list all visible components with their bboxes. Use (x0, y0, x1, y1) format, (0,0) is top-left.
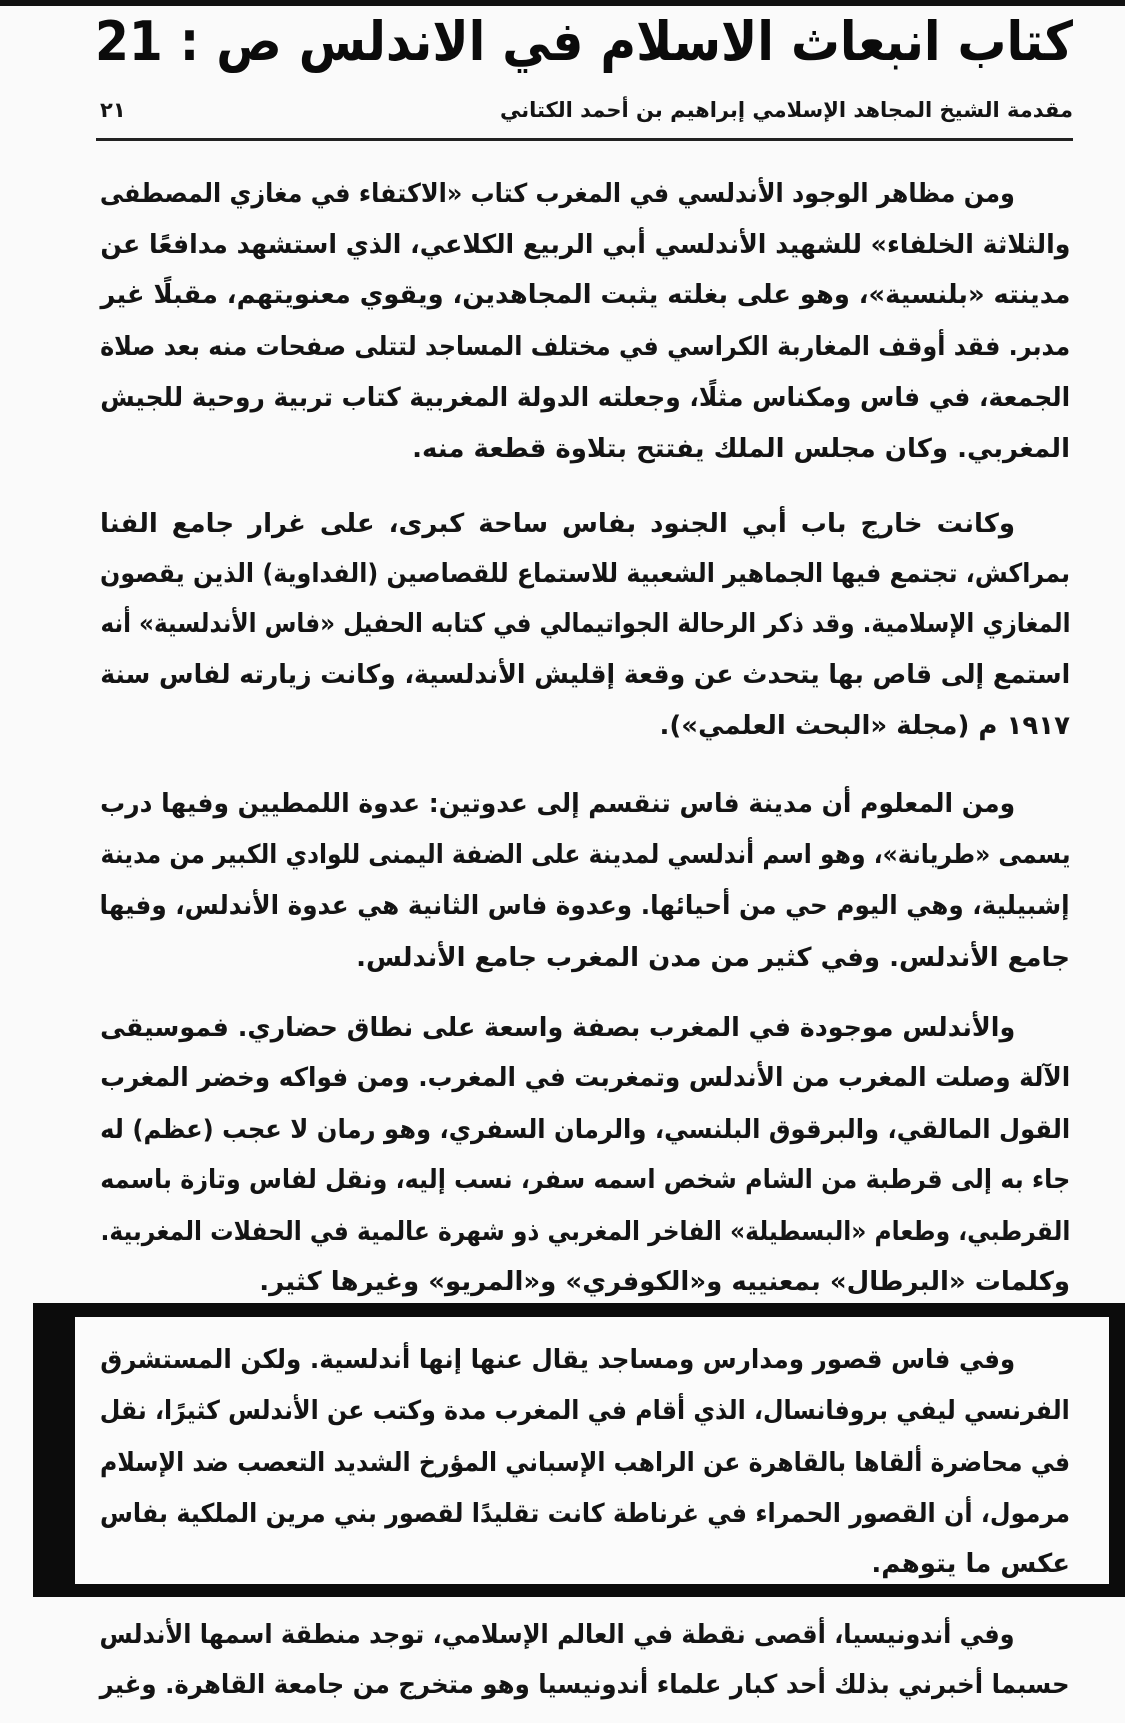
text-line: الفرنسي ليفي بروفانسال، الذي أقام في المغرب مدة وكتب عن الأندلس كثيرًا، نقل (99, 1396, 1070, 1426)
page-title: كتاب انبعاث الاسلام في الاندلس ص : 21 (94, 10, 1073, 73)
text-line: والأندلس موجودة في المغرب بصفة واسعة على نطاق حضاري. فموسيقى (99, 1013, 1015, 1043)
text-line: ومن مظاهر الوجود الأندلسي في المغرب كتاب «الاكتفاء في مغازي المصطفى (100, 179, 1015, 209)
text-line: وكانت خارج باب أبي الجنود بفاس ساحة كبرى، على غرار جامع الفنا (100, 509, 1015, 539)
text-line: في محاضرة ألقاها بالقاهرة عن الراهب الإسباني المؤرخ الشديد التعصب ضد الإسلام (99, 1448, 1070, 1478)
text-line: والثلاثة الخلفاء» للشهيد الأندلسي أبي الربيع الكلاعي، الذي استشهد مدافعًا عن (99, 230, 1070, 260)
text-line: ١٩١٧ م (مجلة «البحث العلمي»). (659, 711, 1070, 741)
text-line: عكس ما يتوهم. (871, 1549, 1070, 1579)
text-line: القرطبي، وطعام «البسطيلة» الفاخر المغربي ذو شهرة عالمية في الحفلات المغربية. (100, 1217, 1070, 1247)
text-line: يسمى «طريانة»، وهو اسم أندلسي لمدينة على الضفة اليمنى للوادي الكبير من مدينة (100, 840, 1070, 870)
text-line: وكلمات «البرطال» بمعنييه و«الكوفري» و«المريو» وغيرها كثير. (259, 1267, 1070, 1297)
text-line: جامع الأندلس. وفي كثير من مدن المغرب جامع الأندلس. (356, 943, 1070, 973)
text-line: الآلة وصلت المغرب من الأندلس وتمغربت في المغرب. ومن فواكه وخضر المغرب (99, 1063, 1070, 1093)
text-line: وفي فاس قصور ومدارس ومساجد يقال عنها إنها أندلسية. ولكن المستشرق (100, 1345, 1015, 1375)
text-line: المغربي. وكان مجلس الملك يفتتح بتلاوة قطعة منه. (412, 434, 1070, 464)
text-line: ومن المعلوم أن مدينة فاس تنقسم إلى عدوتين: عدوة اللمطيين وفيها درب (99, 789, 1015, 819)
running-header-text: مقدمة الشيخ المجاهد الإسلامي إبراهيم بن أحمد الكتاني (499, 98, 1073, 122)
text-line: وفي أندونيسيا، أقصى نقطة في العالم الإسلامي، توجد منطقة اسمها الأندلس (99, 1620, 1015, 1650)
text-line: القول المالقي، والبرقوق البلنسي، والرمان السفري، وهو رمان لا عجب (عظم) له (99, 1115, 1070, 1145)
running-header (100, 92, 1073, 128)
text-line: مدينته «بلنسية»، وهو على بغلته يثبت المجاهدين، ويقوي معنويتهم، مقبلًا غير (100, 280, 1070, 310)
header-rule (96, 138, 1073, 141)
text-line: بمراكش، تجتمع فيها الجماهير الشعبية للاستماع للقصاصين (الفداوية) الذين يقصون (99, 559, 1070, 589)
text-line: حسبما أخبرني بذلك أحد كبار علماء أندونيسيا وهو متخرج من جامعة القاهرة. وغير (99, 1670, 1070, 1700)
text-line: مدبر. فقد أوقف المغاربة الكراسي في مختلف المساجد لتتلى صفحات منه بعد صلاة (99, 332, 1070, 362)
text-line: إشبيلية، وهي اليوم حي من أحيائها. وعدوة فاس الثانية هي عدوة الأندلس، وفيها (99, 891, 1070, 921)
text-line: مرمول، أن القصور الحمراء في غرناطة كانت تقليدًا لقصور بني مرين الملكية بفاس (99, 1499, 1070, 1529)
text-line: جاء به إلى قرطبة من الشام شخص اسمه سفر، نسب إليه، ونقل لفاس وتازة باسمه (100, 1165, 1070, 1195)
text-line: المغازي الإسلامية. وقد ذكر الرحالة الجواتيمالي في كتابه الحفيل «فاس الأندلسية» أنه (99, 609, 1070, 639)
text-line: استمع إلى قاص بها يتحدث عن وقعة إقليش الأندلسية، وكانت زيارته لفاس سنة (100, 660, 1070, 690)
page-number: ٢١ (100, 98, 126, 122)
text-line: الجمعة، في فاس ومكناس مثلًا، وجعلته الدولة المغربية كتاب تربية روحية للجيش (100, 383, 1070, 413)
